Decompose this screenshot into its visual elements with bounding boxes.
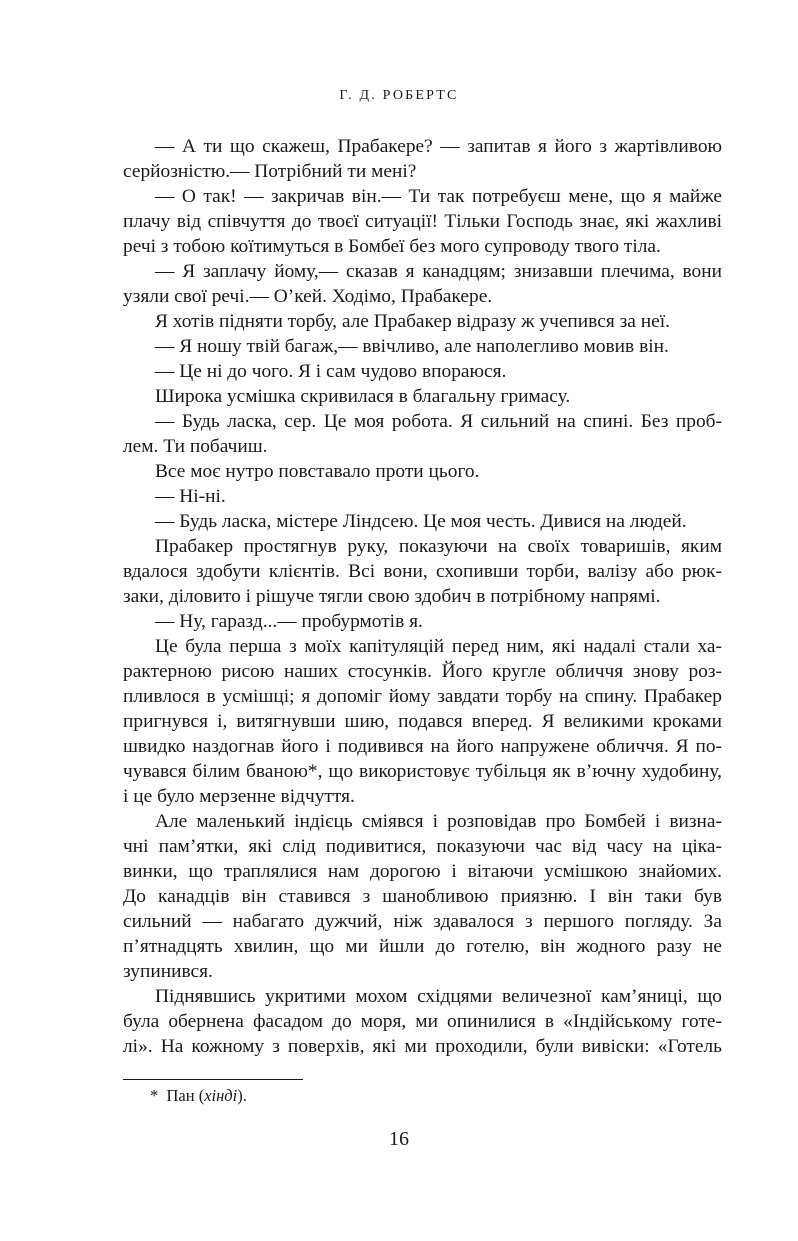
text-line: До канадців він ставився з шанобливою приязню. І він таки був (123, 886, 722, 907)
text-line: сильний — набагато дужчий, ніж здавалося з першого погляду. За (123, 911, 722, 932)
footnote-italic: хінді (204, 1086, 238, 1105)
text-line: — Це ні до чого. Я і сам чудово впораюся. (155, 361, 507, 382)
text-line: чні пам’ятки, які слід подивитися, показуючи час від часу на ціка- (123, 836, 722, 857)
footnote (150, 1086, 247, 1106)
text-line: — Я заплачу йому,— сказав я канадцям; знизавши плечима, вони (155, 261, 722, 282)
text-line: Це була перша з моїх капітуляцій перед ним, які надалі стали ха- (155, 636, 722, 657)
text-line: — А ти що скажеш, Прабакере? — запитав я його з жартівливою (155, 136, 722, 157)
page-number: 16 (389, 1128, 409, 1150)
text-line: заки, діловито і рішуче тягли свою здобич в потрібному напрямі. (123, 586, 661, 607)
text-line: була обернена фасадом до моря, ми опинилися в «Індійському готе- (123, 1011, 722, 1032)
text-line: пливлося в усмішці; я допоміг йому завдати торбу на спину. Прабакер (123, 686, 722, 707)
footnote-tail: ). (237, 1086, 247, 1105)
text-line: — Будь ласка, містере Ліндсею. Це моя честь. Дивися на людей. (155, 511, 687, 532)
text-line: і це було мерзенне відчуття. (123, 786, 355, 807)
text-line: — Будь ласка, сер. Це моя робота. Я сильний на спині. Без проб- (155, 411, 722, 432)
text-line: плачу від співчуття до твоєї ситуації! Тільки Господь знає, які жахливі (123, 211, 722, 232)
text-line: пригнувся і, витягнувши шию, подався вперед. Я великими кроками (123, 711, 722, 732)
text-line: серйозністю.— Потрібний ти мені? (123, 161, 417, 182)
text-line: — О так! — закричав він.— Ти так потребуєш мене, що я майже (155, 186, 722, 207)
text-line: речі з тобою коїтимуться в Бомбеї без мого супроводу твого тіла. (123, 236, 661, 257)
text-line: Прабакер простягнув руку, показуючи на своїх товаришів, яким (155, 536, 722, 557)
text-line: Все моє нутро повставало проти цього. (155, 461, 480, 482)
text-line: — Ні-ні. (155, 486, 226, 507)
text-line: вдалося здобути клієнтів. Всі вони, схопивши торби, валізу або рюк- (123, 561, 722, 582)
text-line: чувався білим бваною*, що використовує тубільця як в’ючну худобину, (123, 761, 722, 782)
text-line: швидко наздогнав його і подивився на його напружене обличчя. Я по- (123, 736, 722, 757)
text-line: лі». На кожному з поверхів, які ми проходили, були вивіски: «Готель (123, 1036, 722, 1057)
text-line: винки, що траплялися нам дорогою і вітаючи усмішкою знайомих. (123, 861, 722, 882)
text-line: п’ятнадцять хвилин, що ми йшли до готелю, він жодного разу не (123, 936, 722, 957)
footnote-mark: * (150, 1086, 159, 1105)
text-line: лем. Ти побачиш. (123, 436, 268, 457)
text-line: Але маленький індієць сміявся і розповідав про Бомбей і визна- (155, 811, 722, 832)
footnote-rule (123, 1079, 303, 1080)
text-line: Піднявшись укритими мохом східцями величезної кам’яниці, що (155, 986, 722, 1007)
text-line: — Ну, гаразд...— пробурмотів я. (155, 611, 423, 632)
body-text (123, 134, 722, 1059)
text-line: — Я ношу твій багаж,— ввічливо, але наполегливо мовив він. (155, 336, 669, 357)
text-line: Я хотів підняти торбу, але Прабакер відразу ж учепився за неї. (155, 311, 670, 332)
footnote-text: Пан ( (166, 1086, 205, 1105)
text-line: узяли свої речі.— О’кей. Ходімо, Прабакере. (123, 286, 493, 307)
text-line: Широка усмішка скривилася в благальну гримасу. (155, 386, 571, 407)
text-line: рактерною рисою наших стосунків. Його кругле обличчя знову роз- (123, 661, 722, 682)
running-header: Г. Д. РОБЕРТС (339, 88, 459, 103)
text-line: зупинився. (123, 961, 213, 982)
